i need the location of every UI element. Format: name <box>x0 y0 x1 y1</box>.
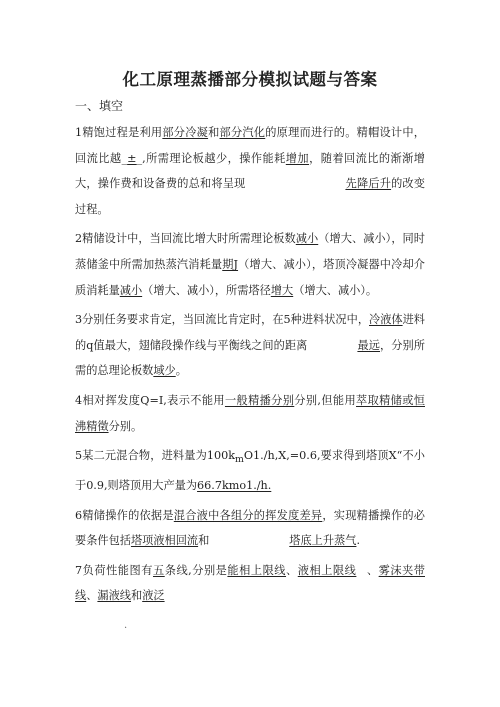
q2-text: （增大、减小）。 <box>293 283 378 297</box>
question-3 <box>75 307 425 384</box>
q7-answer-3: 液相上限线 <box>297 563 357 577</box>
q3-text: 进料的q值最大， <box>75 313 425 352</box>
q3-text: 3分别任务要求肯定，当回流比肯定时，在5种进料状况中， <box>75 313 370 327</box>
q3-text: 。 <box>175 364 187 378</box>
q2-text: （增大、减小），塔顶冷凝器中冷却介质消耗量 <box>75 257 425 297</box>
q6-answer-2: 塔项液相回流 <box>130 534 199 548</box>
q1-answer-4: 增加 <box>285 151 310 165</box>
q7-answer-6: 液泛 <box>142 589 165 603</box>
q2-answer-2: 期J <box>222 257 239 271</box>
q2-answer-4: 增大 <box>270 283 294 297</box>
q7-answer-4: 雾沫夹带线 <box>75 563 425 603</box>
q4-text: 4相对挥发度Q=I,表示不能用 <box>75 393 225 407</box>
q7-answer-1: 五 <box>152 563 165 577</box>
q3-answer-3: 域少 <box>153 364 176 378</box>
q7-text: 、 <box>366 563 379 577</box>
document-title: 化工原理蒸播部分模拟试题与答案 <box>122 70 378 89</box>
q5-subscript: m <box>235 454 244 466</box>
q7-answer-2: 能相上限线 <box>227 563 287 577</box>
q1-answer-3: ± <box>127 151 137 165</box>
q3-text: ，分别所需的总理论板数 <box>75 338 425 378</box>
q1-answer-1: 部分冷凝 <box>162 126 209 139</box>
q2-answer-3: 减小 <box>119 283 143 297</box>
q7-text: 和 <box>130 589 143 603</box>
q3-text: 翅储段操作线与平衡线之间的距离 <box>138 338 308 352</box>
q6-answer-1: 混合液中各组分的挥发度差异 <box>173 508 323 522</box>
q1-answer-5: 先降后升 <box>345 177 392 191</box>
q7-answer-5: 漏液线 <box>97 589 131 603</box>
q7-text: 7负荷性能图有 <box>75 563 153 577</box>
question-6 <box>75 503 425 554</box>
question-5 <box>75 443 425 498</box>
q5-answer-1: 66.7kmo1./h. <box>197 478 272 492</box>
q2-text: 2精储设计中，当回流比增大时所需理论板数 <box>75 232 296 246</box>
q3-answer-1: 冷液体 <box>369 313 403 327</box>
q1-answer-2: 部分汽化 <box>219 126 266 139</box>
q2-answer-1: 减小 <box>295 232 319 246</box>
q3-answer-2: 最远 <box>357 338 380 352</box>
q6-text: ，实现精播操作的必要条件包括 <box>75 508 425 548</box>
question-4 <box>75 388 425 439</box>
q6-text: 6精储操作的依据是 <box>75 508 174 522</box>
q2-text: （增大、减小），同时蒸储釜中所需加热蒸汽消耗量 <box>75 232 425 271</box>
q4-text: 分别。 <box>108 419 143 433</box>
footer-mark: . <box>124 620 128 631</box>
question-list <box>75 120 425 613</box>
q4-text: 分别,但能用 <box>294 393 357 407</box>
question-2 <box>75 226 425 303</box>
q6-text: 和 <box>198 534 210 548</box>
q1-text: 的原理而进行的。精帽设计中，回流比越 <box>75 126 425 165</box>
q1-text: ,所需理论板越少，操作能耗 <box>142 151 286 165</box>
q1-text: 和 <box>208 126 220 139</box>
q7-text: 条线,分别是 <box>164 563 228 577</box>
q2-text: （增大、减小），所需塔径 <box>142 283 271 297</box>
question-1: 1精饱过程是利用部分冷凝和部分汽化的原理而进行的。精帽设计中，回流比越_±_,所需理论板越少，操作能耗增加，随着回流比的渐渐增大，操作费和设备费的总和将呈现 先降后升的改变过程。 <box>75 126 425 216</box>
q1-text: 的改变过程。 <box>75 177 425 216</box>
q7-text: 、 <box>86 589 98 603</box>
section-heading: 一、填空 <box>75 99 124 113</box>
q4-answer-1: 一般精播分别 <box>224 393 295 407</box>
q1-text: ，随着回流比的渐渐增大，操作费和设备费的总和将呈现 <box>75 151 425 191</box>
q1-text: 1精饱过程是利用 <box>75 126 163 139</box>
question-7 <box>75 558 425 609</box>
q5-text: O1.∕h,X,=0.6,要求得到塔顶X“不小于0.9,则塔顶用大产量为 <box>75 449 425 492</box>
q6-answer-3: 塔底上升蒸气 <box>289 534 357 548</box>
q7-text: 、 <box>286 563 298 577</box>
q6-text: . <box>356 534 360 548</box>
q5-text: 5某二元混合物，进料量为100k <box>75 449 236 463</box>
q4-answer-2: 萃取精储或恒沸精徵 <box>75 393 425 433</box>
